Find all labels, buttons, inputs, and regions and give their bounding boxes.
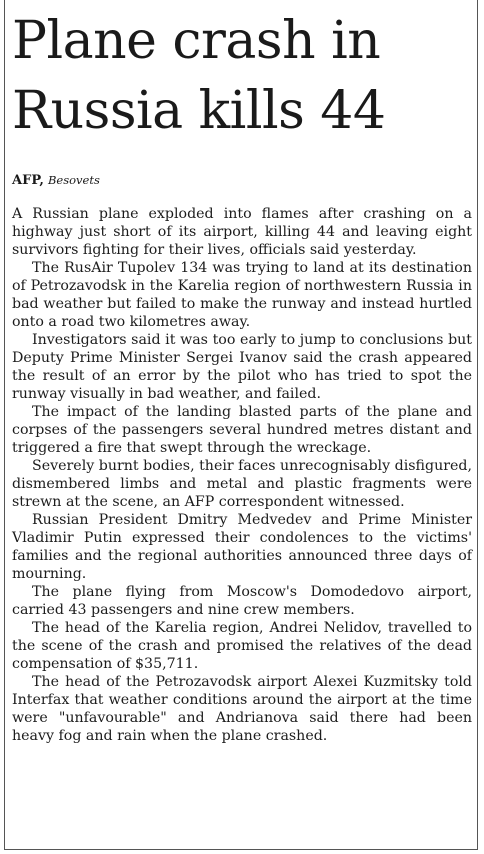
article-paragraph: The RusAir Tupolev 134 was trying to land at its destination of Petrozavodsk in the Karelia region of northwestern Russia in bad weather but failed to make the runway and instead hurtled onto a road two kilometres away. <box>12 260 472 330</box>
left-column-rule <box>4 0 5 850</box>
article-paragraph: A Russian plane exploded into flames after crashing on a highway just short of its airport, killing 44 and leaving eight survivors fighting for their lives, officials said yesterday. <box>12 206 472 258</box>
byline <box>12 172 100 189</box>
byline-dateline: Besovets <box>47 173 100 187</box>
bottom-rule <box>4 849 478 850</box>
right-column-rule <box>477 0 478 850</box>
article-paragraph: The head of the Petrozavodsk airport Alexei Kuzmitsky told Interfax that weather conditions around the airport at the time were "unfavourable" and Andrianova said there had been heavy fog and rain when the plane crashed. <box>12 674 472 744</box>
article-paragraph: The impact of the landing blasted parts of the plane and corpses of the passengers several hundred metres distant and triggered a fire that swept through the wreckage. <box>12 404 472 456</box>
article-paragraph: Severely burnt bodies, their faces unrecognisably disfigured, dismembered limbs and metal and plastic fragments were strewn at the scene, an AFP correspondent witnessed. <box>12 458 472 510</box>
headline: Plane crash in Russia kills 44 <box>12 11 386 141</box>
article-paragraph: The head of the Karelia region, Andrei Nelidov, travelled to the scene of the crash and promised the relatives of the dead compensation of $35,711. <box>12 620 472 672</box>
article-paragraph: The plane flying from Moscow's Domodedovo airport, carried 43 passengers and nine crew members. <box>12 584 472 618</box>
byline-agency: AFP, <box>12 173 44 188</box>
article-paragraph: Russian President Dmitry Medvedev and Prime Minister Vladimir Putin expressed their condolences to the victims' families and the regional authorities announced three days of mourning. <box>12 512 472 582</box>
article-body <box>12 205 472 745</box>
article-paragraph: Investigators said it was too early to jump to conclusions but Deputy Prime Minister Sergei Ivanov said the crash appeared the result of an error by the pilot who has tried to spot the runway visually in bad weather, and failed. <box>12 332 472 402</box>
